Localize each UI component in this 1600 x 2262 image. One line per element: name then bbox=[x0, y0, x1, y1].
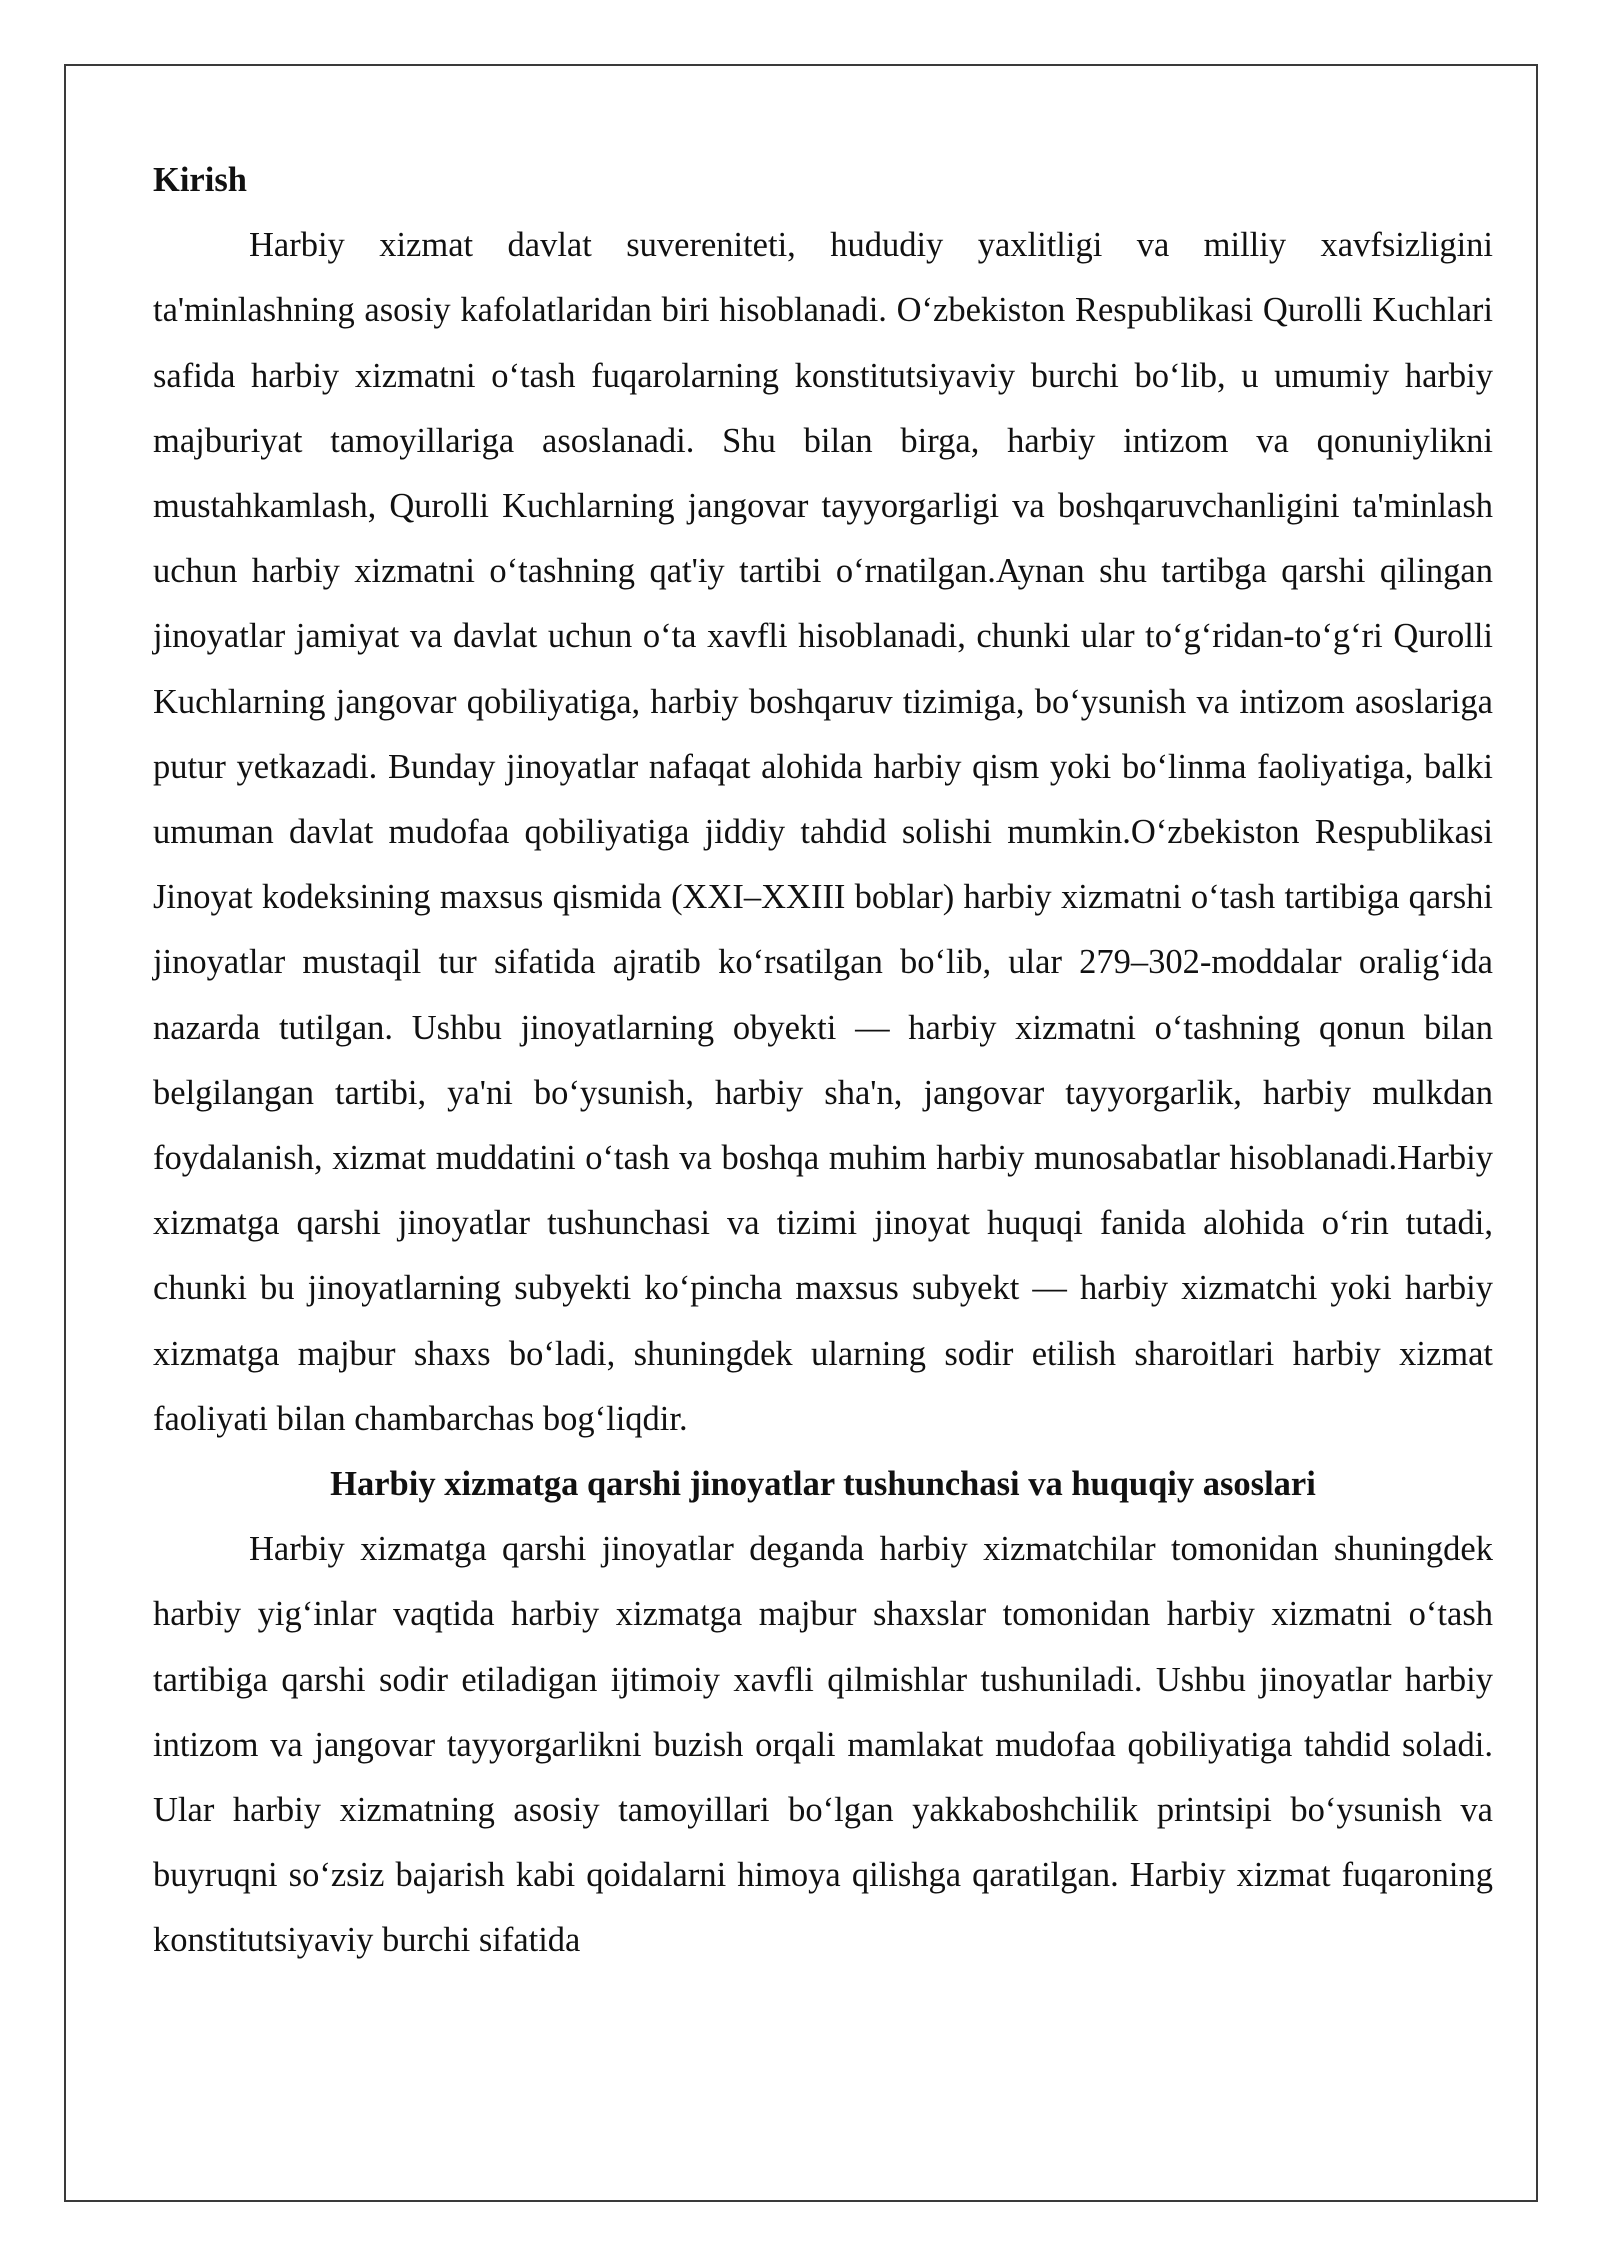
intro-heading: Kirish bbox=[153, 161, 247, 199]
document-body bbox=[153, 148, 1493, 1974]
section-paragraph: Harbiy xizmatga qarshi jinoyatlar deganda harbiy xizmatchilar tomonidan shuningdek harbiy yig‘inlar vaqtida harbiy xizmatga majbur shaxslar tomonidan harbiy xizmatni o‘tash tartibiga qarshi sodir etiladigan ijtimoiy xavfli qilmishlar tushuniladi. Ushbu jinoyatlar harbiy intizom va jangovar tayyorgarlikni buzish orqali mamlakat mudofaa qobiliyatiga tahdid soladi. Ular harbiy xizmatning asosiy tamoyillari bo‘lgan yakkaboshchilik printsipi bo‘ysunish va buyruqni so‘zsiz bajarish kabi qoidalarni himoya qilishga qaratilgan. Harbiy xizmat fuqaroning konstitutsiyaviy burchi sifatida bbox=[153, 1530, 1493, 1960]
intro-paragraph: Harbiy xizmat davlat suvereniteti, hududiy yaxlitligi va milliy xavfsizligini ta'minlashning asosiy kafolatlaridan biri hisoblanadi. O‘zbekiston Respublikasi Qurolli Kuchlari safida harbiy xizmatni o‘tash fuqarolarning konstitutsiyaviy burchi bo‘lib, u umumiy harbiy majburiyat tamoyillariga asoslanadi. Shu bilan birga, harbiy intizom va qonuniylikni mustahkamlash, Qurolli Kuchlarning jangovar tayyorgarligi va boshqaruvchanligini ta'minlash uchun harbiy xizmatni o‘tashning qat'iy tartibi o‘rnatilgan.Aynan shu tartibga qarshi qilingan jinoyatlar jamiyat va davlat uchun o‘ta xavfli hisoblanadi, chunki ular to‘g‘ridan-to‘g‘ri Qurolli Kuchlarning jangovar qobiliyatiga, harbiy boshqaruv tizimiga, bo‘ysunish va intizom asoslariga putur yetkazadi. Bunday jinoyatlar nafaqat alohida harbiy qism yoki bo‘linma faoliyatiga, balki umuman davlat mudofaa qobiliyatiga jiddiy tahdid solishi mumkin.O‘zbekiston Respublikasi Jinoyat kodeksining maxsus qismida (XXI–XXIII boblar) harbiy xizmatni o‘tash tartibiga qarshi jinoyatlar mustaqil tur sifatida ajratib ko‘rsatilgan bo‘lib, ular 279–302-moddalar oralig‘ida nazarda tutilgan. Ushbu jinoyatlarning obyekti — harbiy xizmatni o‘tashning qonun bilan belgilangan tartibi, ya'ni bo‘ysunish, harbiy sha'n, jangovar tayyorgarlik, harbiy mulkdan foydalanish, xizmat muddatini o‘tash va boshqa muhim harbiy munosabatlar hisoblanadi.Harbiy xizmatga qarshi jinoyatlar tushunchasi va tizimi jinoyat huquqi fanida alohida o‘rin tutadi, chunki bu jinoyatlarning subyekti ko‘pincha maxsus subyekt — harbiy xizmatchi yoki harbiy xizmatga majbur shaxs bo‘ladi, shuningdek ularning sodir etilish sharoitlari harbiy xizmat faoliyati bilan chambarchas bog‘liqdir. bbox=[153, 226, 1493, 1438]
section-heading: Harbiy xizmatga qarshi jinoyatlar tushunchasi va huquqiy asoslari bbox=[330, 1465, 1316, 1504]
